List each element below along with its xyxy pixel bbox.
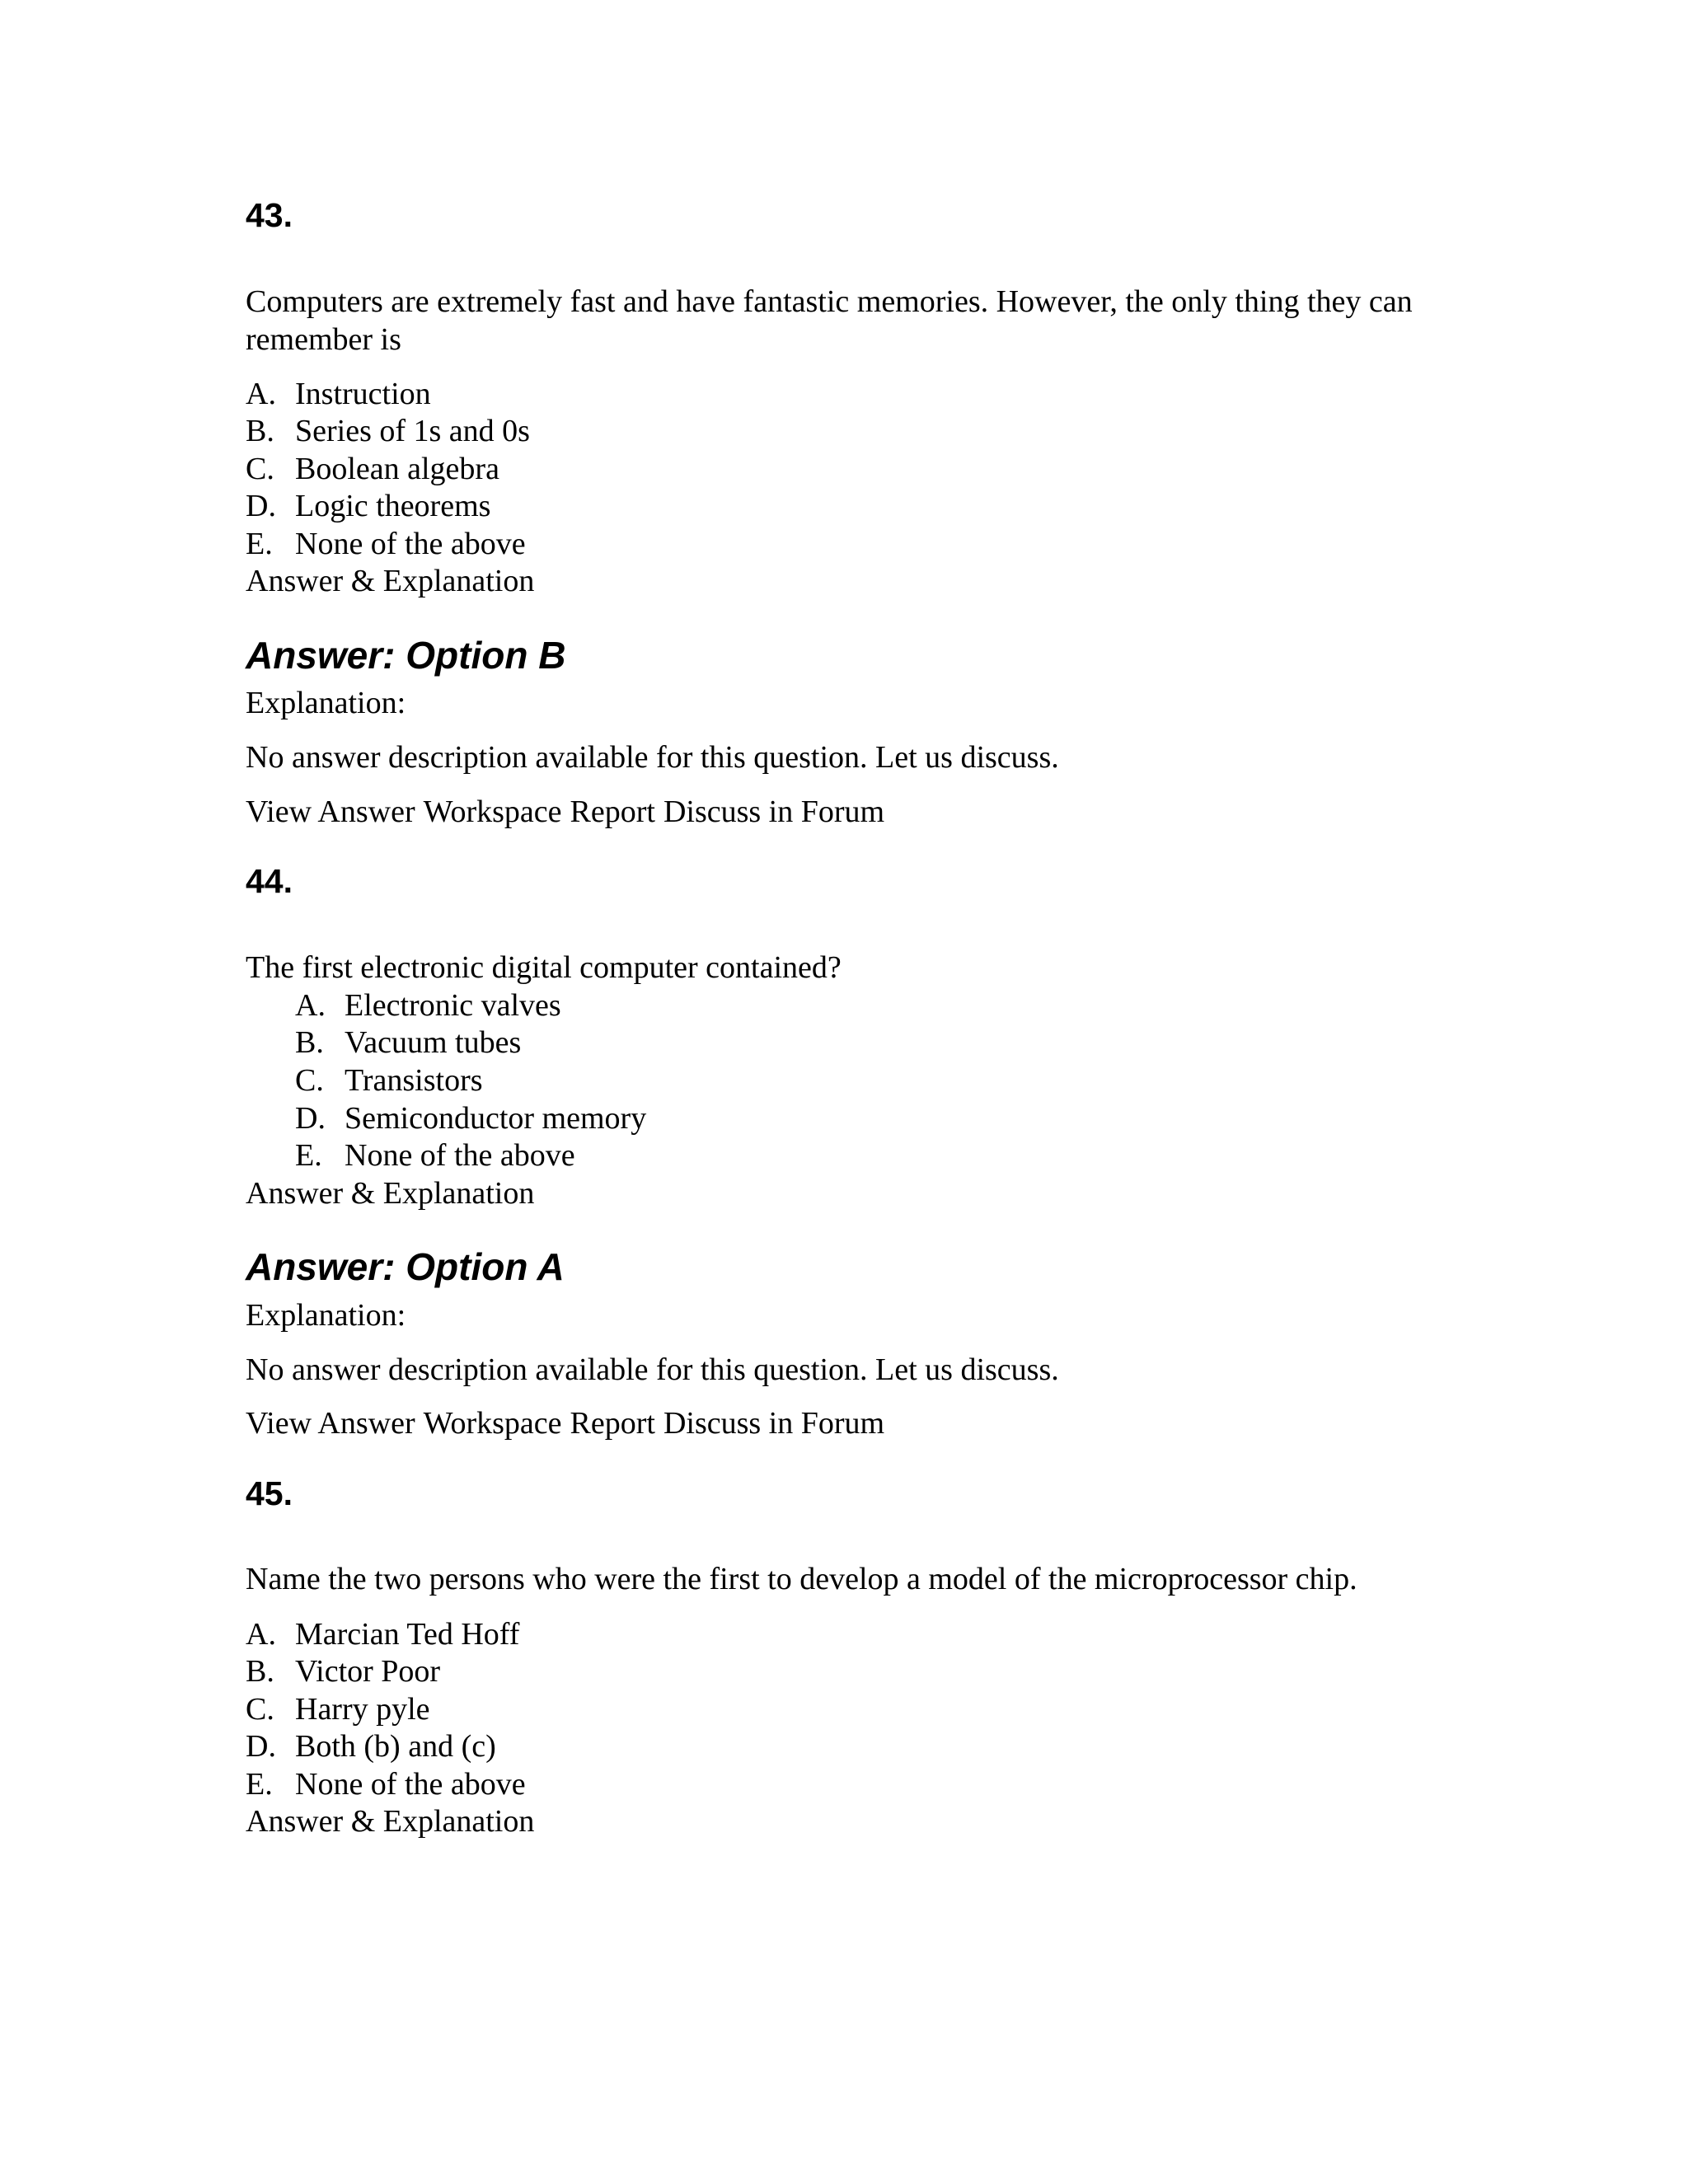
answer-links (246, 793, 893, 831)
option-text: Boolean algebra (295, 452, 499, 486)
option-letter: D. (246, 489, 276, 523)
option-letter: B. (295, 1025, 324, 1060)
option-text: Series of 1s and 0s (295, 414, 530, 448)
option-letter: A. (246, 377, 276, 411)
option-text: Marcian Ted Hoff (295, 1617, 520, 1652)
option-text: Electronic valves (345, 988, 561, 1023)
option-text: Logic theorems (295, 489, 491, 523)
option-text: None of the above (295, 527, 526, 561)
option-letter: B. (246, 414, 274, 448)
explanation-label: Explanation: (246, 686, 406, 720)
option-letter: E. (246, 527, 273, 561)
answer-heading: Answer: Option A (246, 1245, 565, 1288)
view-answer-link[interactable]: View Answer (246, 794, 415, 829)
question-number: 43. (246, 196, 293, 234)
option-letter: E. (295, 1138, 322, 1173)
question-number: 44. (246, 862, 293, 900)
option-item[interactable] (246, 1765, 526, 1803)
option-text: Transistors (345, 1063, 483, 1098)
option-text: Vacuum tubes (345, 1025, 522, 1060)
report-link[interactable]: Report (570, 794, 655, 829)
answer-links (246, 1404, 893, 1442)
option-item[interactable] (246, 412, 530, 450)
answer-explanation-toggle[interactable]: Answer & Explanation (246, 1804, 535, 1839)
option-text: Both (b) and (c) (295, 1729, 496, 1764)
option-item[interactable] (246, 525, 526, 563)
question-text: Name the two persons who were the first to develop a model of the microprocessor chip. (246, 1562, 1357, 1596)
answer-explanation-toggle[interactable]: Answer & Explanation (246, 1176, 535, 1211)
explanation-text: No answer description available for this question. Let us discuss. (246, 740, 1059, 775)
explanation-text: No answer description available for this question. Let us discuss. (246, 1352, 1059, 1387)
option-item[interactable] (246, 1727, 496, 1765)
option-text: Victor Poor (295, 1654, 441, 1689)
option-item[interactable] (246, 487, 490, 525)
question-number: 45. (246, 1474, 293, 1512)
discuss-link[interactable]: Discuss in Forum (663, 1406, 885, 1441)
option-item[interactable] (295, 987, 561, 1024)
option-letter: C. (246, 1692, 274, 1727)
option-letter: C. (246, 452, 274, 486)
option-item[interactable] (295, 1099, 646, 1137)
option-item[interactable] (246, 1615, 519, 1653)
option-letter: E. (246, 1767, 273, 1802)
option-letter: A. (246, 1617, 276, 1652)
option-text: Harry pyle (295, 1692, 430, 1727)
report-link[interactable]: Report (570, 1406, 655, 1441)
option-letter: A. (295, 988, 326, 1023)
option-text: None of the above (295, 1767, 526, 1802)
option-item[interactable] (295, 1024, 521, 1062)
discuss-link[interactable]: Discuss in Forum (663, 794, 885, 829)
question-text: Computers are extremely fast and have fantastic memories. However, the only thing they can remember is (246, 284, 1413, 357)
answer-heading: Answer: Option B (246, 634, 566, 677)
option-letter: B. (246, 1654, 274, 1689)
option-item[interactable] (246, 1690, 430, 1728)
option-item[interactable] (295, 1137, 575, 1174)
answer-explanation-toggle[interactable]: Answer & Explanation (246, 564, 535, 598)
option-item[interactable] (246, 450, 499, 488)
option-letter: D. (246, 1729, 276, 1764)
question-text: The first electronic digital computer contained? (246, 950, 842, 985)
option-text: Semiconductor memory (345, 1101, 647, 1136)
option-item[interactable] (246, 375, 431, 413)
option-text: Instruction (295, 377, 431, 411)
workspace-link[interactable]: Workspace (423, 1406, 562, 1441)
option-letter: C. (295, 1063, 324, 1098)
option-item[interactable] (246, 1652, 440, 1690)
explanation-label: Explanation: (246, 1298, 406, 1333)
option-item[interactable] (295, 1062, 483, 1099)
option-letter: D. (295, 1101, 326, 1136)
workspace-link[interactable]: Workspace (423, 794, 562, 829)
option-text: None of the above (345, 1138, 575, 1173)
view-answer-link[interactable]: View Answer (246, 1406, 415, 1441)
